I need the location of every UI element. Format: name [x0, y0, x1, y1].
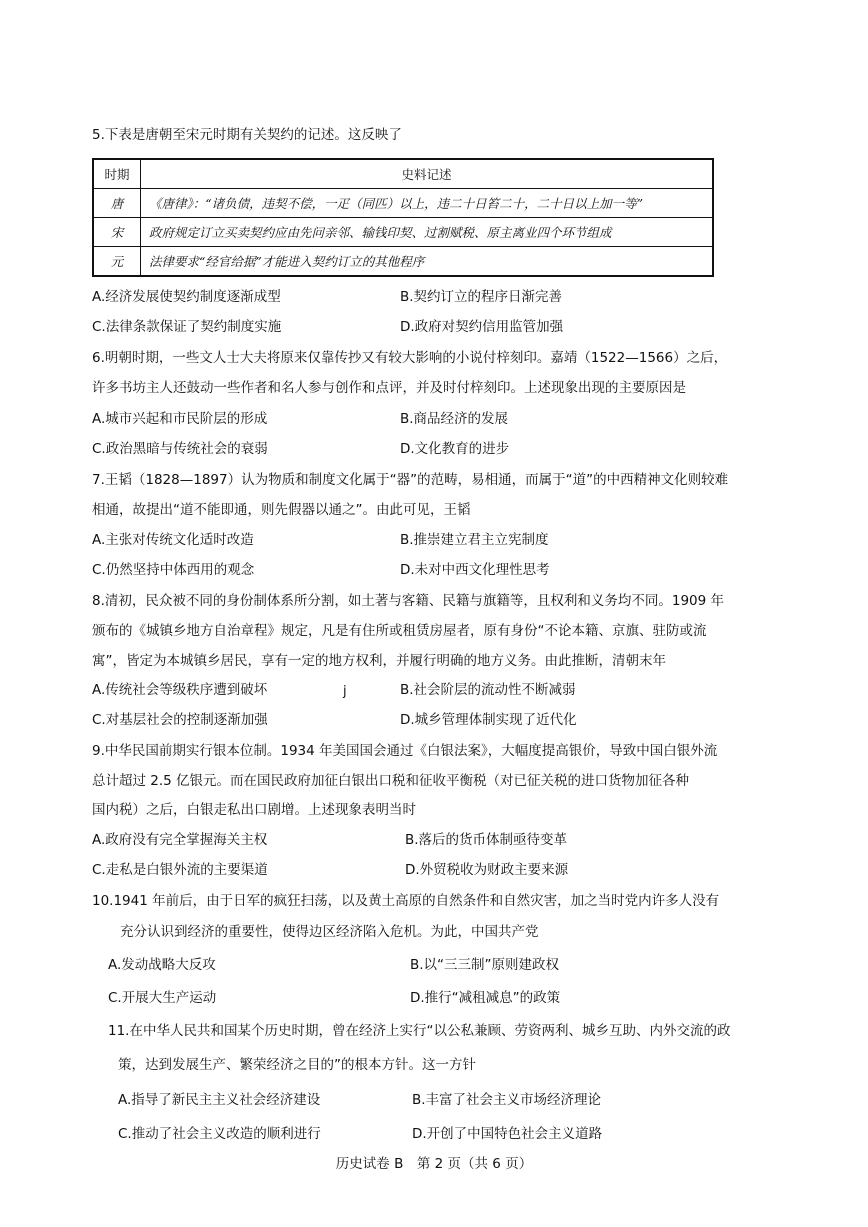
- table-cell-period: 宋: [93, 218, 141, 247]
- q6-option-c: C.政治黑暗与传统社会的衰弱: [92, 441, 268, 457]
- q11-stem-line-2: 策，达到发展生产、繁荣经济之目的”的根本方针。这一方针: [118, 1057, 476, 1073]
- q8-option-b: B.社会阶层的流动性不断减弱: [400, 682, 576, 698]
- q8-option-c: C.对基层社会的控制逐渐加强: [92, 712, 268, 728]
- q8-stem-line-1: 8.清初，民众被不同的身份制体系所分割，如土著与客籍、民籍与旗籍等，且权利和义务均不同。1909 年: [92, 593, 725, 609]
- q7-option-c: C.仍然坚持中体西用的观念: [92, 562, 255, 578]
- q9-option-a: A.政府没有完全掌握海关主权: [92, 832, 268, 848]
- table-header-period: 时期: [93, 159, 141, 189]
- q8-option-d: D.城乡管理体制实现了近代化: [400, 712, 577, 728]
- q8-stem-line-2: 颁布的《城镇乡地方自治章程》规定，凡是有住所或租赁房屋者，原有身份“不论本籍、京旗、驻防或流: [92, 623, 707, 639]
- table-header-row: [93, 159, 713, 189]
- q10-option-d: D.推行“减租减息”的政策: [410, 990, 561, 1006]
- q5-history-table: [92, 158, 714, 277]
- q5-option-d: D.政府对契约信用监管加强: [400, 319, 564, 335]
- q7-option-b: B.推崇建立君主立宪制度: [400, 532, 549, 548]
- q5-stem: 5.下表是唐朝至宋元时期有关契约的记述。这反映了: [92, 127, 402, 143]
- q6-option-b: B.商品经济的发展: [400, 411, 509, 427]
- q7-option-a: A.主张对传统文化适时改造: [92, 532, 254, 548]
- table-header-text: 史料记述: [141, 159, 714, 189]
- stray-mark: j: [343, 684, 347, 699]
- table-row: [93, 218, 713, 247]
- page-footer: 历史试卷 B 第 2 页（共 6 页）: [335, 1156, 533, 1172]
- table-cell-text: 法律要求“经官给据”才能进入契约订立的其他程序: [141, 247, 714, 277]
- q10-stem-line-1: 10.1941 年前后，由于日军的疯狂扫荡，以及黄土高原的自然条件和自然灾害，加之当时党内许多人没有: [92, 893, 720, 909]
- q6-stem-line-2: 许多书坊主人还鼓动一些作者和名人参与创作和点评，并及时付梓刻印。上述现象出现的主要原因是: [92, 380, 686, 396]
- q6-option-a: A.城市兴起和市民阶层的形成: [92, 411, 268, 427]
- q11-option-c: C.推动了社会主义改造的顺利进行: [118, 1126, 321, 1142]
- q9-option-d: D.外贸税收为财政主要来源: [405, 862, 569, 878]
- q8-stem-line-3: 寓”，皆定为本城镇乡居民，享有一定的地方权利，并履行明确的地方义务。由此推断，清朝末年: [92, 653, 666, 669]
- q5-option-c: C.法律条款保证了契约制度实施: [92, 319, 282, 335]
- q7-stem-line-2: 相通，故提出“道不能即通，则先假器以通之”。由此可见，王韬: [92, 502, 471, 518]
- table-row: [93, 189, 713, 218]
- q7-option-d: D.未对中西文化理性思考: [400, 562, 550, 578]
- q6-stem-line-1: 6.明朝时期，一些文人士大夫将原来仅靠传抄又有较大影响的小说付梓刻印。嘉靖（1522—1566）之后，: [92, 350, 728, 366]
- q5-option-b: B.契约订立的程序日渐完善: [400, 289, 563, 305]
- q5-option-a: A.经济发展使契约制度逐渐成型: [92, 289, 281, 305]
- q7-stem-line-1: 7.王韬（1828—1897）认为物质和制度文化属于“器”的范畴，易相通，而属于“道”的中西精神文化则较难: [92, 472, 729, 488]
- q9-option-c: C.走私是白银外流的主要渠道: [92, 862, 268, 878]
- table-cell-text: 政府规定订立买卖契约应由先问亲邻、输钱印契、过割赋税、原主离业四个环节组成: [141, 218, 714, 247]
- q10-option-c: C.开展大生产运动: [108, 990, 217, 1006]
- q6-option-d: D.文化教育的进步: [400, 441, 510, 457]
- q9-stem-line-1: 9.中华民国前期实行银本位制。1934 年美国国会通过《白银法案》，大幅度提高银价，导致中国白银外流: [92, 743, 718, 759]
- table-cell-period: 元: [93, 247, 141, 277]
- q10-option-a: A.发动战略大反攻: [108, 957, 216, 973]
- q11-option-d: D.开创了中国特色社会主义道路: [412, 1126, 603, 1142]
- q9-stem-line-2: 总计超过 2.5 亿银元。而在国民政府加征白银出口税和征收平衡税（对已征关税的进口货物加征各种: [92, 773, 690, 789]
- table-row: [93, 247, 713, 277]
- q11-option-a: A.指导了新民主主义社会经济建设: [118, 1092, 321, 1108]
- q10-stem-line-2: 充分认识到经济的重要性，使得边区经济陷入危机。为此，中国共产党: [120, 924, 539, 940]
- q11-option-b: B.丰富了社会主义市场经济理论: [412, 1092, 602, 1108]
- q9-stem-line-3: 国内税）之后，白银走私出口剧增。上述现象表明当时: [92, 802, 416, 818]
- table-cell-period: 唐: [93, 189, 141, 218]
- table-cell-text: 《唐律》：“诸负债，违契不偿，一疋（同匹）以上，违二十日笞二十，二十日以上加一等”: [141, 189, 714, 218]
- q8-option-a: A.传统社会等级秩序遭到破坏: [92, 682, 268, 698]
- q9-option-b: B.落后的货币体制亟待变革: [405, 832, 568, 848]
- q11-stem-line-1: 11.在中华人民共和国某个历史时期，曾在经济上实行“以公私兼顾、劳资两利、城乡互助、内外交流的政: [108, 1023, 731, 1039]
- q10-option-b: B.以“三三制”原则建政权: [410, 957, 560, 973]
